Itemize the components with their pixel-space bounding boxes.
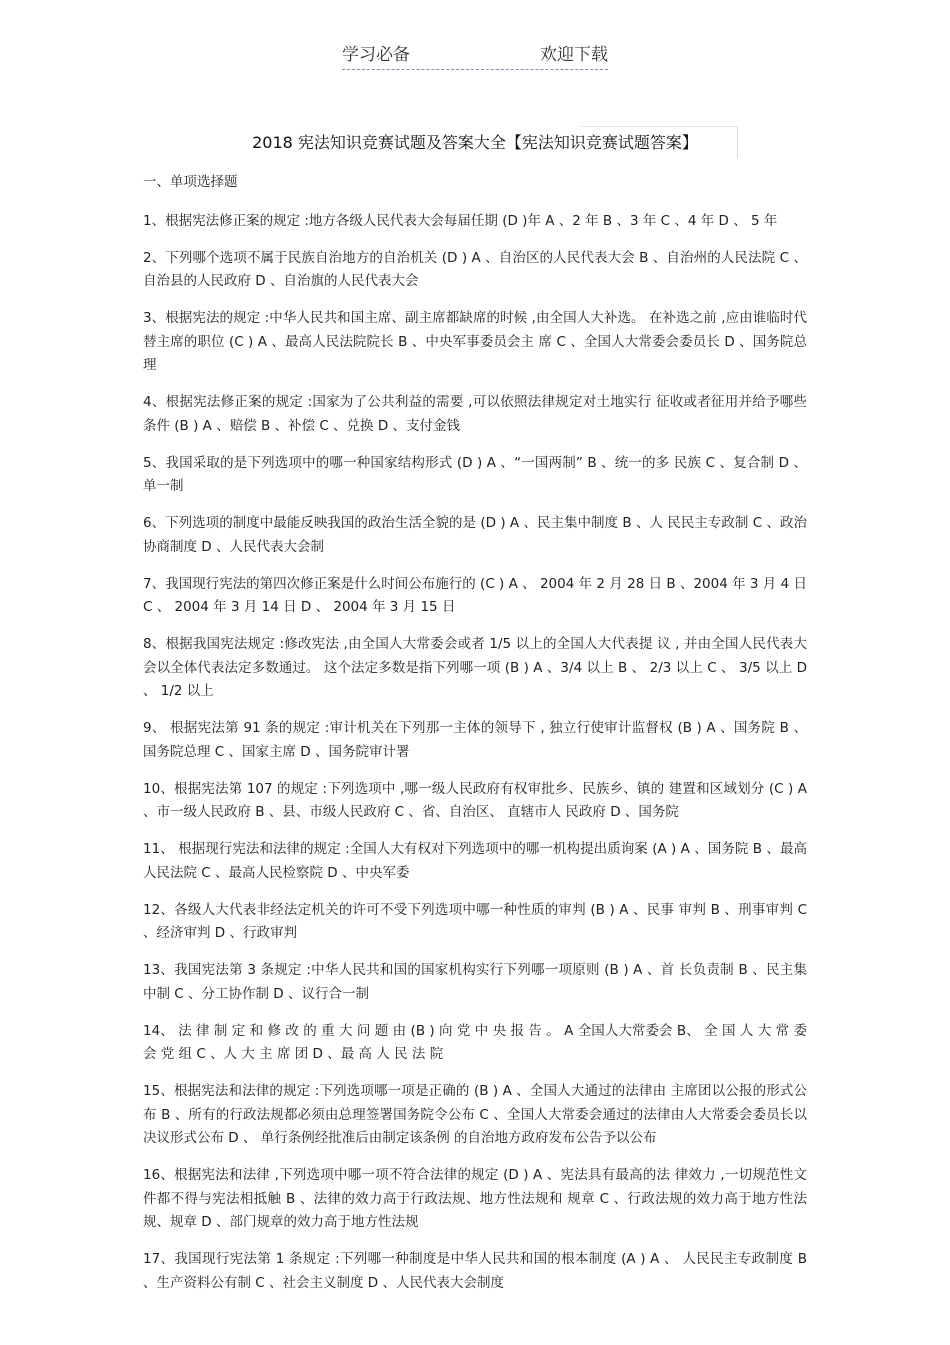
question-item: 6、下列选项的制度中最能反映我国的政治生活全貌的是 (D ) A 、民主集中制度 B 、人 民民主专政制 C 、政治协商制度 D 、人民代表大会制 [143, 515, 807, 555]
page-header [342, 40, 608, 70]
question-item: 2、下列哪个选项不属于民族自治地方的自治机关 (D ) A 、自治区的人民代表大会 B 、自治州的人民法院 C 、自治县的人民政府 D 、自治旗的人民代表大会 [143, 249, 807, 289]
question-list [143, 196, 807, 1297]
section-title: 一、单项选择题 [143, 174, 238, 190]
question-item: 5、我国采取的是下列选项中的哪一种国家结构形式 (D ) A 、“一国两制” B 、统一的多 民族 C 、复合制 D 、单一制 [143, 454, 807, 494]
question-item: 16、根据宪法和法律 ,下列选项中哪一项不符合法律的规定 (D ) A 、宪法具有最高的法 律效力 ,一切规范性文件都不得与宪法相抵触 B 、法律的效力高于行政法规、地方性法规和 规章 C 、行政法规的效力高于地方性法规、规章 D 、部门规章的效力高于地方性法规 [143, 1167, 807, 1230]
question-item: 9、 根据宪法第 91 条的规定 :审计机关在下列那一主体的领导下 , 独立行使审计监督权 (B ) A 、国务院 B 、国务院总理 C 、国家主席 D 、国务院审计署 [143, 720, 807, 760]
question-item: 11、 根据现行宪法和法律的规定 :全国人大有权对下列选项中的哪一机构提出质询案 (A ) A 、国务院 B 、最高人民法院 C 、最高人民检察院 D 、中央军委 [143, 841, 807, 881]
question-item: 15、根据宪法和法律的规定 :下列选项哪一项是正确的 (B ) A 、全国人大通过的法律由 主席团以公报的形式公布 B 、所有的行政法规都必须由总理签署国务院令公布 C 、全国人大常委会通过的法律由人大常委会委员长以决议形式公布 D 、 单行条例经批准后由制定该条例 的自治地方政府发布公告予以公布 [143, 1083, 807, 1146]
question-item: 14、 法 律 制 定 和 修 改 的 重 大 问 题 由 (B ) 向 党 中 央 报 告 。 A 全国人大常委会 B、 全 国 人 大 常 委 会 党 组 C 、人 大 主 席 团 D 、最 高 人 民 法 院 [143, 1022, 807, 1062]
question-item: 17、我国现行宪法第 1 条规定 :下列哪一种制度是中华人民共和国的根本制度 (A ) A 、 人民民主专政制度 B 、生产资料公有制 C 、社会主义制度 D 、人民代表大会制度 [143, 1251, 807, 1291]
question-item: 10、根据宪法第 107 的规定 :下列选项中 ,哪一级人民政府有权审批乡、民族乡、镇的 建置和区域划分 (C ) A 、市一级人民政府 B 、县、市级人民政府 C 、省、自治区、 直辖市人 民政府 D 、国务院 [143, 780, 807, 820]
header-left-text: 学习必备 [342, 45, 410, 65]
question-item: 1、根据宪法修正案的规定 :地方各级人民代表大会每届任期 (D )年 A 、2 年 B 、3 年 C 、4 年 D 、 5 年 [143, 212, 778, 229]
question-item: 8、根据我国宪法规定 :修改宪法 ,由全国人大常委会或者 1/5 以上的全国人大代表提 议 , 并由全国人民代表大会以全体代表法定多数通过。 这个法定多数是指下列哪一项 (B ) A 、3/4 以上 B 、 2/3 以上 C 、 3/5 以上 D 、 1/2 以上 [143, 636, 807, 699]
question-item: 3、根据宪法的规定 :中华人民共和国主席、副主席都缺席的时候 ,由全国人大补选。 在补选之前 ,应由谁临时代替主席的职位 (C ) A 、最高人民法院院长 B 、中央军事委员会主 席 C 、全国人大常委会委员长 D 、国务院总理 [143, 310, 807, 373]
question-item: 13、我国宪法第 3 条规定 :中华人民共和国的国家机构实行下列哪一项原则 (B ) A 、首 长负责制 B 、民主集中制 C 、分工协作制 D 、议行合一制 [143, 962, 807, 1002]
header-right-text: 欢迎下载 [540, 45, 608, 65]
question-item: 4、根据宪法修正案的规定 :国家为了公共利益的需要 ,可以依照法律规定对土地实行 征收或者征用并给予哪些条件 (B ) A 、赔偿 B 、补偿 C 、兑换 D 、支付金钱 [143, 394, 807, 434]
question-item: 7、我国现行宪法的第四次修正案是什么时间公布施行的 (C ) A 、 2004 年 2 月 28 日 B 、2004 年 3 月 4 日 C 、 2004 年 3 月 14 日 D 、 2004 年 3 月 15 日 [143, 575, 807, 615]
document-title: 2018 宪法知识竞赛试题及答案大全【宪法知识竞赛试题答案】 [252, 133, 698, 152]
title-frame-top [580, 126, 738, 127]
question-item: 12、各级人大代表非经法定机关的许可不受下列选项中哪一种性质的审判 (B ) A 、民事 审判 B 、刑事审判 C 、经济审判 D 、行政审判 [143, 901, 807, 941]
